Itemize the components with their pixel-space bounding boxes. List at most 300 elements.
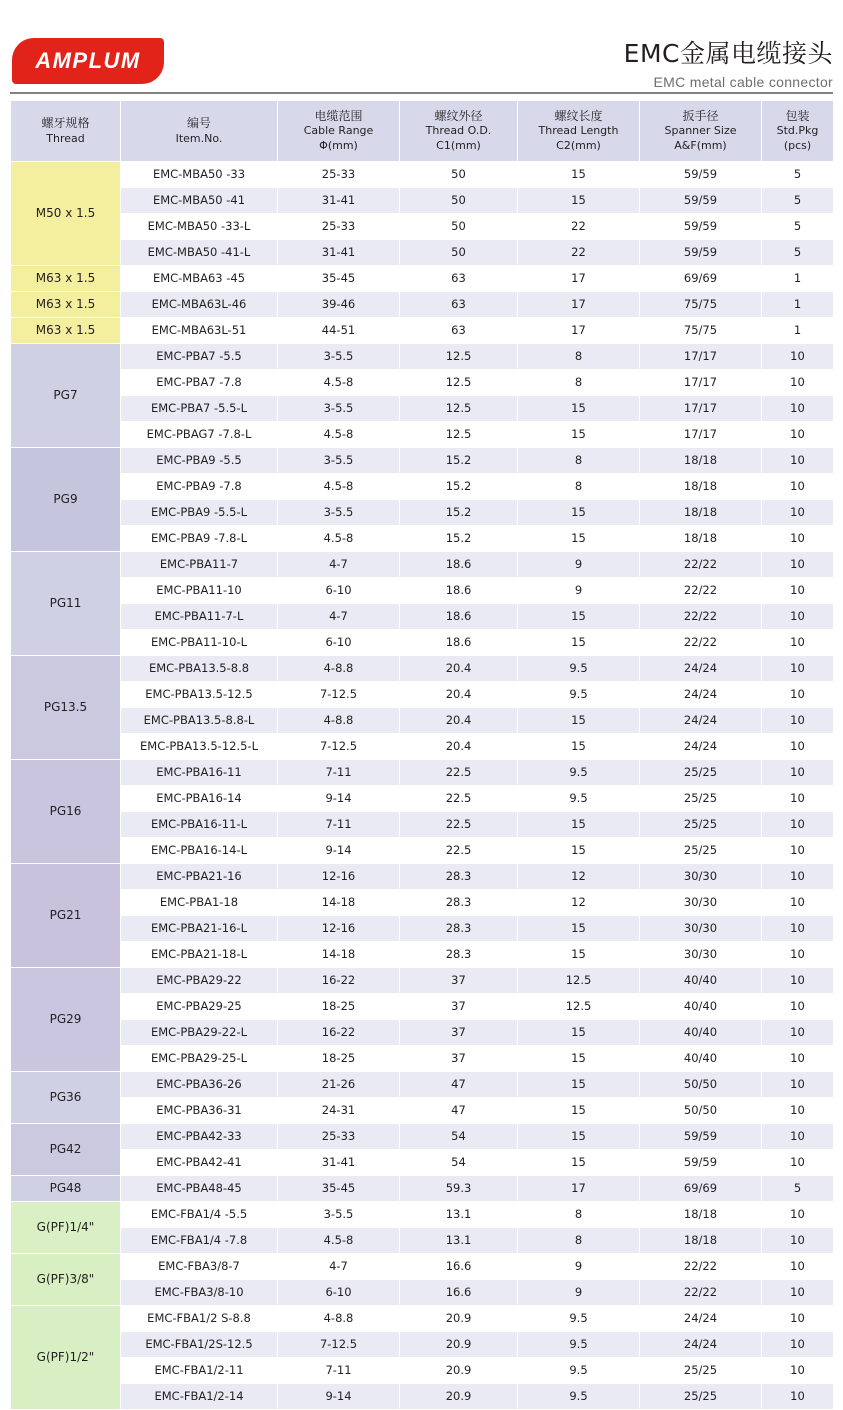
thread-length-cell: 15 bbox=[518, 525, 640, 551]
cable-range-cell: 4-7 bbox=[278, 551, 400, 577]
thread-cell: M63 x 1.5 bbox=[11, 265, 121, 291]
std-pkg-cell: 10 bbox=[762, 499, 834, 525]
cable-range-cell: 4.5-8 bbox=[278, 421, 400, 447]
std-pkg-cell: 10 bbox=[762, 785, 834, 811]
spanner-size-cell: 22/22 bbox=[640, 1279, 762, 1305]
table-row bbox=[11, 551, 834, 577]
item-no-cell: EMC-FBA1/4 -7.8 bbox=[121, 1227, 278, 1253]
cable-range-cell: 35-45 bbox=[278, 265, 400, 291]
table-row bbox=[11, 1097, 834, 1123]
std-pkg-cell: 10 bbox=[762, 395, 834, 421]
thread-od-cell: 18.6 bbox=[400, 551, 518, 577]
thread-od-cell: 20.4 bbox=[400, 707, 518, 733]
thread-od-cell: 28.3 bbox=[400, 863, 518, 889]
table-row bbox=[11, 1149, 834, 1175]
table-row bbox=[11, 681, 834, 707]
thread-od-cell: 28.3 bbox=[400, 915, 518, 941]
column-header-1 bbox=[121, 101, 278, 162]
spanner-size-cell: 59/59 bbox=[640, 1149, 762, 1175]
table-row bbox=[11, 1331, 834, 1357]
thread-od-cell: 15.2 bbox=[400, 499, 518, 525]
spanner-size-cell: 18/18 bbox=[640, 1227, 762, 1253]
std-pkg-cell: 1 bbox=[762, 291, 834, 317]
table-row bbox=[11, 889, 834, 915]
std-pkg-cell: 10 bbox=[762, 967, 834, 993]
table-row bbox=[11, 1253, 834, 1279]
thread-od-cell: 22.5 bbox=[400, 837, 518, 863]
thread-length-cell: 8 bbox=[518, 1201, 640, 1227]
thread-od-cell: 16.6 bbox=[400, 1253, 518, 1279]
thread-length-cell: 15 bbox=[518, 1097, 640, 1123]
thread-od-cell: 12.5 bbox=[400, 369, 518, 395]
item-no-cell: EMC-MBA63L-51 bbox=[121, 317, 278, 343]
spanner-size-cell: 40/40 bbox=[640, 1045, 762, 1071]
thread-od-cell: 50 bbox=[400, 187, 518, 213]
thread-cell: PG21 bbox=[11, 863, 121, 967]
cable-range-cell: 7-11 bbox=[278, 759, 400, 785]
spanner-size-cell: 25/25 bbox=[640, 1357, 762, 1383]
cable-range-cell: 9-14 bbox=[278, 837, 400, 863]
thread-od-cell: 12.5 bbox=[400, 421, 518, 447]
cable-range-cell: 6-10 bbox=[278, 629, 400, 655]
cable-range-cell: 4.5-8 bbox=[278, 369, 400, 395]
cable-range-cell: 16-22 bbox=[278, 967, 400, 993]
item-no-cell: EMC-PBA48-45 bbox=[121, 1175, 278, 1201]
thread-cell: PG36 bbox=[11, 1071, 121, 1123]
table-row bbox=[11, 1019, 834, 1045]
item-no-cell: EMC-FBA1/2-11 bbox=[121, 1357, 278, 1383]
spanner-size-cell: 18/18 bbox=[640, 499, 762, 525]
header-divider bbox=[10, 92, 833, 94]
spanner-size-cell: 24/24 bbox=[640, 681, 762, 707]
thread-length-cell: 17 bbox=[518, 291, 640, 317]
std-pkg-cell: 10 bbox=[762, 343, 834, 369]
table-row bbox=[11, 993, 834, 1019]
cable-range-cell: 25-33 bbox=[278, 213, 400, 239]
thread-cell: G(PF)3/8" bbox=[11, 1253, 121, 1305]
thread-od-cell: 50 bbox=[400, 161, 518, 187]
table-row bbox=[11, 369, 834, 395]
thread-length-cell: 17 bbox=[518, 317, 640, 343]
thread-od-cell: 16.6 bbox=[400, 1279, 518, 1305]
spanner-size-cell: 24/24 bbox=[640, 1305, 762, 1331]
spanner-size-cell: 18/18 bbox=[640, 447, 762, 473]
item-no-cell: EMC-PBA7 -7.8 bbox=[121, 369, 278, 395]
thread-length-cell: 15 bbox=[518, 395, 640, 421]
column-header-2 bbox=[278, 101, 400, 162]
std-pkg-cell: 10 bbox=[762, 837, 834, 863]
std-pkg-cell: 10 bbox=[762, 655, 834, 681]
thread-cell: PG48 bbox=[11, 1175, 121, 1201]
column-header-cn: 螺纹长度 bbox=[554, 109, 603, 123]
column-header-cn: 电缆范围 bbox=[314, 109, 363, 123]
std-pkg-cell: 10 bbox=[762, 1123, 834, 1149]
table-row bbox=[11, 1175, 834, 1201]
thread-od-cell: 54 bbox=[400, 1149, 518, 1175]
cable-range-cell: 4-7 bbox=[278, 603, 400, 629]
spanner-size-cell: 59/59 bbox=[640, 239, 762, 265]
std-pkg-cell: 10 bbox=[762, 1357, 834, 1383]
cable-range-cell: 3-5.5 bbox=[278, 499, 400, 525]
spanner-size-cell: 59/59 bbox=[640, 213, 762, 239]
table-row bbox=[11, 577, 834, 603]
thread-length-cell: 9.5 bbox=[518, 759, 640, 785]
std-pkg-cell: 10 bbox=[762, 369, 834, 395]
page-title bbox=[624, 34, 833, 90]
cable-range-cell: 7-12.5 bbox=[278, 1331, 400, 1357]
table-row bbox=[11, 161, 834, 187]
cable-range-cell: 4.5-8 bbox=[278, 1227, 400, 1253]
column-header-unit: (pcs) bbox=[783, 139, 812, 153]
thread-length-cell: 15 bbox=[518, 499, 640, 525]
table-row bbox=[11, 525, 834, 551]
thread-od-cell: 20.4 bbox=[400, 655, 518, 681]
logo-text: AMPLUM bbox=[35, 48, 141, 73]
thread-length-cell: 9 bbox=[518, 1253, 640, 1279]
thread-length-cell: 15 bbox=[518, 1045, 640, 1071]
table-row bbox=[11, 941, 834, 967]
column-header-unit: A&F(mm) bbox=[674, 139, 727, 153]
spanner-size-cell: 22/22 bbox=[640, 577, 762, 603]
std-pkg-cell: 10 bbox=[762, 811, 834, 837]
item-no-cell: EMC-FBA3/8-7 bbox=[121, 1253, 278, 1279]
spanner-size-cell: 17/17 bbox=[640, 369, 762, 395]
thread-od-cell: 50 bbox=[400, 213, 518, 239]
thread-length-cell: 15 bbox=[518, 707, 640, 733]
thread-length-cell: 15 bbox=[518, 1149, 640, 1175]
cable-range-cell: 7-12.5 bbox=[278, 681, 400, 707]
column-header-cn: 螺牙规格 bbox=[41, 116, 90, 131]
thread-length-cell: 15 bbox=[518, 161, 640, 187]
item-no-cell: EMC-PBA16-11 bbox=[121, 759, 278, 785]
cable-range-cell: 12-16 bbox=[278, 915, 400, 941]
column-header-cn: 包装 bbox=[785, 109, 810, 123]
item-no-cell: EMC-PBA13.5-8.8-L bbox=[121, 707, 278, 733]
thread-cell: PG42 bbox=[11, 1123, 121, 1175]
item-no-cell: EMC-PBA13.5-8.8 bbox=[121, 655, 278, 681]
column-header-0 bbox=[11, 101, 121, 162]
table-row bbox=[11, 1383, 834, 1409]
column-header-en: Thread O.D. bbox=[425, 124, 492, 138]
item-no-cell: EMC-PBA29-22-L bbox=[121, 1019, 278, 1045]
thread-od-cell: 37 bbox=[400, 967, 518, 993]
thread-length-cell: 9 bbox=[518, 1279, 640, 1305]
std-pkg-cell: 10 bbox=[762, 1045, 834, 1071]
cable-range-cell: 4-8.8 bbox=[278, 707, 400, 733]
thread-length-cell: 15 bbox=[518, 629, 640, 655]
thread-length-cell: 17 bbox=[518, 265, 640, 291]
thread-od-cell: 20.9 bbox=[400, 1331, 518, 1357]
thread-length-cell: 15 bbox=[518, 187, 640, 213]
spanner-size-cell: 30/30 bbox=[640, 889, 762, 915]
thread-length-cell: 8 bbox=[518, 473, 640, 499]
column-header-6 bbox=[762, 101, 834, 162]
std-pkg-cell: 5 bbox=[762, 1175, 834, 1201]
std-pkg-cell: 10 bbox=[762, 447, 834, 473]
table-row bbox=[11, 317, 834, 343]
cable-range-cell: 7-12.5 bbox=[278, 733, 400, 759]
cable-range-cell: 25-33 bbox=[278, 1123, 400, 1149]
thread-length-cell: 8 bbox=[518, 369, 640, 395]
spanner-size-cell: 17/17 bbox=[640, 395, 762, 421]
cable-range-cell: 3-5.5 bbox=[278, 447, 400, 473]
item-no-cell: EMC-PBA29-25 bbox=[121, 993, 278, 1019]
cable-range-cell: 14-18 bbox=[278, 889, 400, 915]
spanner-size-cell: 22/22 bbox=[640, 1253, 762, 1279]
thread-od-cell: 22.5 bbox=[400, 759, 518, 785]
std-pkg-cell: 10 bbox=[762, 577, 834, 603]
std-pkg-cell: 10 bbox=[762, 603, 834, 629]
item-no-cell: EMC-MBA63 -45 bbox=[121, 265, 278, 291]
cable-range-cell: 9-14 bbox=[278, 785, 400, 811]
thread-length-cell: 8 bbox=[518, 1227, 640, 1253]
thread-od-cell: 12.5 bbox=[400, 395, 518, 421]
thread-od-cell: 20.9 bbox=[400, 1357, 518, 1383]
std-pkg-cell: 10 bbox=[762, 421, 834, 447]
std-pkg-cell: 5 bbox=[762, 239, 834, 265]
cable-range-cell: 4.5-8 bbox=[278, 473, 400, 499]
spanner-size-cell: 22/22 bbox=[640, 551, 762, 577]
column-header-cn: 编号 bbox=[186, 116, 211, 131]
table-row bbox=[11, 265, 834, 291]
thread-od-cell: 22.5 bbox=[400, 785, 518, 811]
spanner-size-cell: 18/18 bbox=[640, 1201, 762, 1227]
std-pkg-cell: 10 bbox=[762, 1383, 834, 1409]
item-no-cell: EMC-PBA36-31 bbox=[121, 1097, 278, 1123]
thread-length-cell: 15 bbox=[518, 837, 640, 863]
thread-length-cell: 9 bbox=[518, 551, 640, 577]
column-header-3 bbox=[400, 101, 518, 162]
thread-length-cell: 9.5 bbox=[518, 1331, 640, 1357]
column-header-en: Item.No. bbox=[175, 131, 223, 145]
thread-od-cell: 37 bbox=[400, 993, 518, 1019]
std-pkg-cell: 10 bbox=[762, 473, 834, 499]
title-chinese: EMC金属电缆接头 bbox=[623, 39, 833, 68]
thread-length-cell: 9.5 bbox=[518, 1305, 640, 1331]
table-row bbox=[11, 395, 834, 421]
item-no-cell: EMC-MBA50 -41-L bbox=[121, 239, 278, 265]
std-pkg-cell: 5 bbox=[762, 187, 834, 213]
thread-length-cell: 8 bbox=[518, 343, 640, 369]
item-no-cell: EMC-PBA42-41 bbox=[121, 1149, 278, 1175]
cable-range-cell: 24-31 bbox=[278, 1097, 400, 1123]
spanner-size-cell: 59/59 bbox=[640, 1123, 762, 1149]
column-header-en: Cable Range bbox=[303, 124, 374, 138]
thread-length-cell: 12 bbox=[518, 863, 640, 889]
item-no-cell: EMC-PBA13.5-12.5-L bbox=[121, 733, 278, 759]
thread-cell: PG13.5 bbox=[11, 655, 121, 759]
cable-range-cell: 21-26 bbox=[278, 1071, 400, 1097]
spanner-size-cell: 17/17 bbox=[640, 421, 762, 447]
thread-od-cell: 18.6 bbox=[400, 577, 518, 603]
thread-cell: PG11 bbox=[11, 551, 121, 655]
thread-od-cell: 13.1 bbox=[400, 1201, 518, 1227]
std-pkg-cell: 10 bbox=[762, 941, 834, 967]
spanner-size-cell: 24/24 bbox=[640, 1331, 762, 1357]
thread-cell: PG9 bbox=[11, 447, 121, 551]
thread-od-cell: 20.4 bbox=[400, 681, 518, 707]
table-row bbox=[11, 629, 834, 655]
thread-od-cell: 18.6 bbox=[400, 603, 518, 629]
std-pkg-cell: 10 bbox=[762, 551, 834, 577]
item-no-cell: EMC-FBA1/2 S-8.8 bbox=[121, 1305, 278, 1331]
item-no-cell: EMC-PBA11-10 bbox=[121, 577, 278, 603]
cable-range-cell: 6-10 bbox=[278, 577, 400, 603]
cable-range-cell: 31-41 bbox=[278, 187, 400, 213]
cable-range-cell: 9-14 bbox=[278, 1383, 400, 1409]
spanner-size-cell: 30/30 bbox=[640, 915, 762, 941]
thread-length-cell: 9 bbox=[518, 577, 640, 603]
table-body bbox=[11, 161, 834, 1409]
item-no-cell: EMC-FBA3/8-10 bbox=[121, 1279, 278, 1305]
spanner-size-cell: 30/30 bbox=[640, 941, 762, 967]
item-no-cell: EMC-PBA29-25-L bbox=[121, 1045, 278, 1071]
spanner-size-cell: 25/25 bbox=[640, 837, 762, 863]
table-header-row bbox=[11, 101, 834, 162]
thread-length-cell: 15 bbox=[518, 603, 640, 629]
item-no-cell: EMC-PBA1-18 bbox=[121, 889, 278, 915]
std-pkg-cell: 10 bbox=[762, 707, 834, 733]
item-no-cell: EMC-FBA1/2S-12.5 bbox=[121, 1331, 278, 1357]
cable-range-cell: 44-51 bbox=[278, 317, 400, 343]
thread-od-cell: 15.2 bbox=[400, 447, 518, 473]
cable-range-cell: 7-11 bbox=[278, 1357, 400, 1383]
cable-range-cell: 4.5-8 bbox=[278, 525, 400, 551]
column-header-cn: 扳手径 bbox=[682, 109, 719, 123]
spanner-size-cell: 40/40 bbox=[640, 967, 762, 993]
column-header-cn: 螺纹外径 bbox=[434, 109, 483, 123]
table-row bbox=[11, 837, 834, 863]
column-header-4 bbox=[518, 101, 640, 162]
cable-range-cell: 18-25 bbox=[278, 993, 400, 1019]
cable-range-cell: 4-8.8 bbox=[278, 655, 400, 681]
item-no-cell: EMC-PBA21-18-L bbox=[121, 941, 278, 967]
item-no-cell: EMC-PBA11-10-L bbox=[121, 629, 278, 655]
thread-length-cell: 15 bbox=[518, 1019, 640, 1045]
item-no-cell: EMC-PBA9 -7.8-L bbox=[121, 525, 278, 551]
table-row bbox=[11, 733, 834, 759]
spanner-size-cell: 25/25 bbox=[640, 1383, 762, 1409]
item-no-cell: EMC-PBA29-22 bbox=[121, 967, 278, 993]
spanner-size-cell: 59/59 bbox=[640, 161, 762, 187]
spanner-size-cell: 59/59 bbox=[640, 187, 762, 213]
thread-length-cell: 12 bbox=[518, 889, 640, 915]
table-row bbox=[11, 603, 834, 629]
thread-length-cell: 12.5 bbox=[518, 993, 640, 1019]
thread-cell: G(PF)1/2" bbox=[11, 1305, 121, 1409]
std-pkg-cell: 1 bbox=[762, 265, 834, 291]
item-no-cell: EMC-PBA9 -5.5-L bbox=[121, 499, 278, 525]
table-row bbox=[11, 239, 834, 265]
table-row bbox=[11, 1045, 834, 1071]
cable-range-cell: 3-5.5 bbox=[278, 343, 400, 369]
column-header-unit: C2(mm) bbox=[556, 139, 601, 153]
table-row bbox=[11, 1227, 834, 1253]
std-pkg-cell: 10 bbox=[762, 525, 834, 551]
thread-od-cell: 22.5 bbox=[400, 811, 518, 837]
item-no-cell: EMC-FBA1/4 -5.5 bbox=[121, 1201, 278, 1227]
thread-cell: G(PF)1/4" bbox=[11, 1201, 121, 1253]
std-pkg-cell: 10 bbox=[762, 863, 834, 889]
std-pkg-cell: 10 bbox=[762, 1097, 834, 1123]
item-no-cell: EMC-PBA42-33 bbox=[121, 1123, 278, 1149]
thread-length-cell: 17 bbox=[518, 1175, 640, 1201]
spanner-size-cell: 75/75 bbox=[640, 317, 762, 343]
cable-range-cell: 3-5.5 bbox=[278, 395, 400, 421]
item-no-cell: EMC-PBA9 -7.8 bbox=[121, 473, 278, 499]
spanner-size-cell: 69/69 bbox=[640, 1175, 762, 1201]
thread-length-cell: 15 bbox=[518, 421, 640, 447]
thread-length-cell: 15 bbox=[518, 941, 640, 967]
table-row bbox=[11, 187, 834, 213]
thread-od-cell: 15.2 bbox=[400, 525, 518, 551]
std-pkg-cell: 10 bbox=[762, 733, 834, 759]
spanner-size-cell: 17/17 bbox=[640, 343, 762, 369]
column-header-en: Std.Pkg bbox=[776, 124, 819, 138]
std-pkg-cell: 10 bbox=[762, 1201, 834, 1227]
item-no-cell: EMC-FBA1/2-14 bbox=[121, 1383, 278, 1409]
spanner-size-cell: 22/22 bbox=[640, 629, 762, 655]
table-row bbox=[11, 213, 834, 239]
thread-od-cell: 12.5 bbox=[400, 343, 518, 369]
thread-od-cell: 18.6 bbox=[400, 629, 518, 655]
thread-cell: M50 x 1.5 bbox=[11, 161, 121, 265]
table-row bbox=[11, 811, 834, 837]
item-no-cell: EMC-PBA16-14-L bbox=[121, 837, 278, 863]
thread-od-cell: 28.3 bbox=[400, 941, 518, 967]
table-row bbox=[11, 863, 834, 889]
item-no-cell: EMC-MBA50 -33-L bbox=[121, 213, 278, 239]
spanner-size-cell: 24/24 bbox=[640, 733, 762, 759]
column-header-en: Thread Length bbox=[538, 124, 619, 138]
thread-od-cell: 20.9 bbox=[400, 1305, 518, 1331]
cable-range-cell: 31-41 bbox=[278, 239, 400, 265]
spanner-size-cell: 30/30 bbox=[640, 863, 762, 889]
item-no-cell: EMC-PBA16-14 bbox=[121, 785, 278, 811]
spanner-size-cell: 18/18 bbox=[640, 525, 762, 551]
cable-range-cell: 7-11 bbox=[278, 811, 400, 837]
table-header bbox=[11, 101, 834, 162]
thread-od-cell: 13.1 bbox=[400, 1227, 518, 1253]
thread-od-cell: 54 bbox=[400, 1123, 518, 1149]
spanner-size-cell: 25/25 bbox=[640, 759, 762, 785]
spanner-size-cell: 69/69 bbox=[640, 265, 762, 291]
spanner-size-cell: 24/24 bbox=[640, 707, 762, 733]
cable-range-cell: 16-22 bbox=[278, 1019, 400, 1045]
thread-length-cell: 9.5 bbox=[518, 681, 640, 707]
thread-length-cell: 22 bbox=[518, 213, 640, 239]
cable-range-cell: 39-46 bbox=[278, 291, 400, 317]
table-row bbox=[11, 759, 834, 785]
amplum-logo bbox=[12, 38, 164, 84]
cable-range-cell: 25-33 bbox=[278, 161, 400, 187]
std-pkg-cell: 10 bbox=[762, 681, 834, 707]
column-header-5 bbox=[640, 101, 762, 162]
thread-od-cell: 47 bbox=[400, 1097, 518, 1123]
thread-od-cell: 20.9 bbox=[400, 1383, 518, 1409]
cable-range-cell: 18-25 bbox=[278, 1045, 400, 1071]
cable-range-cell: 3-5.5 bbox=[278, 1201, 400, 1227]
std-pkg-cell: 10 bbox=[762, 1227, 834, 1253]
thread-length-cell: 8 bbox=[518, 447, 640, 473]
spanner-size-cell: 25/25 bbox=[640, 785, 762, 811]
item-no-cell: EMC-PBA9 -5.5 bbox=[121, 447, 278, 473]
std-pkg-cell: 10 bbox=[762, 1071, 834, 1097]
thread-length-cell: 15 bbox=[518, 915, 640, 941]
item-no-cell: EMC-MBA50 -33 bbox=[121, 161, 278, 187]
cable-range-cell: 14-18 bbox=[278, 941, 400, 967]
thread-length-cell: 9.5 bbox=[518, 1383, 640, 1409]
